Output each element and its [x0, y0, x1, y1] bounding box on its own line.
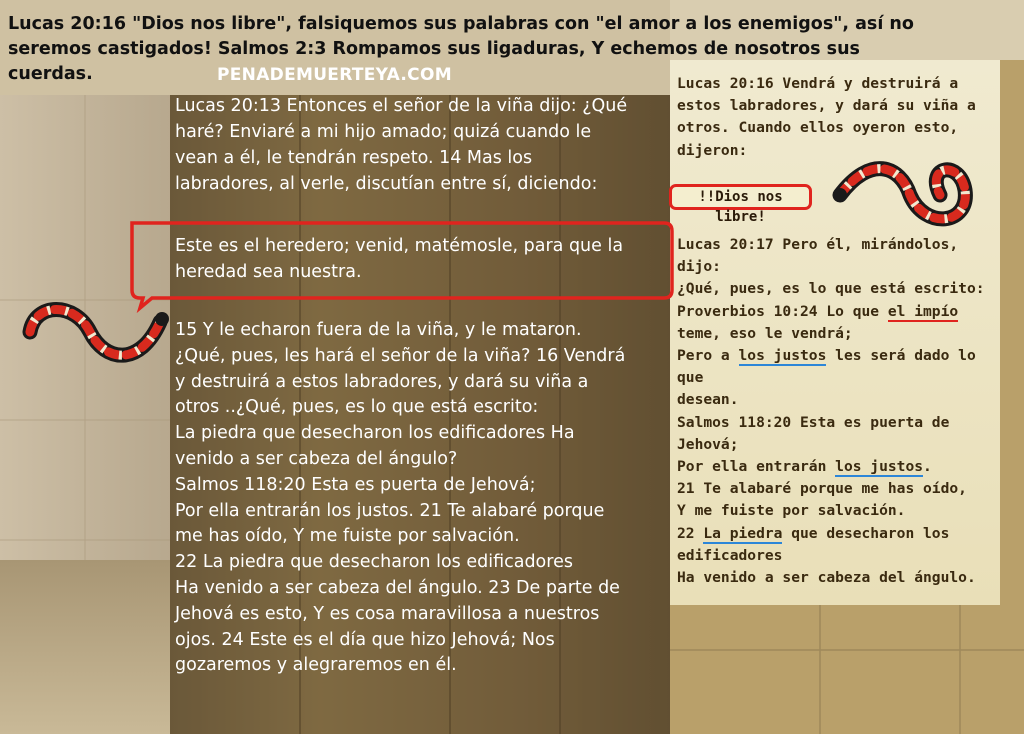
verse-line: heredad sea nuestra.	[175, 262, 362, 282]
center-text-block-1	[175, 93, 670, 197]
scan-text: Proverbios 10:24 Lo que	[677, 302, 888, 320]
header-line: cuerdas.	[8, 64, 93, 84]
right-text-block-2	[677, 234, 1002, 589]
scan-line: edificadores	[677, 546, 783, 564]
highlighted-verse	[175, 233, 670, 285]
verse-line: labradores, al verle, discutían entre sí, diciendo:	[175, 174, 598, 194]
scan-line	[677, 456, 1002, 478]
verse-line: haré? Enviaré a mi hijo amado; quizá cuando le	[175, 122, 592, 142]
verse-line: ojos. 24 Este es el día que hizo Jehová; Nos	[175, 629, 555, 650]
scan-line: 21 Te alabaré porque me has oído,	[677, 480, 967, 498]
right-text-block-1	[677, 73, 1002, 162]
scan-text: 22	[677, 524, 704, 542]
header-line: Lucas 20:16 "Dios nos libre", falsiquemos sus palabras con "el amor a los enemigos", así no	[8, 14, 914, 34]
underlined-phrase: los justos	[835, 458, 924, 476]
header-line: seremos castigados! Salmos 2:3 Rompamos sus ligaduras, Y echemos de nosotros sus	[8, 39, 860, 59]
verse-line: 15 Y le echaron fuera de la viña, y le mataron.	[175, 320, 582, 340]
verse-line: Ha venido a ser cabeza del ángulo. 23 De parte de	[175, 577, 620, 598]
verse-line: me has oído, Y me fuiste por salvación.	[175, 526, 520, 547]
scan-text: Pero a	[677, 347, 739, 365]
center-text-block-3	[175, 318, 670, 679]
scan-line: teme, eso le vendrá;	[677, 324, 853, 342]
verse-line: otros ..¿Qué, pues, es lo que está escrito:	[175, 397, 539, 418]
verse-line: Lucas 20:13 Entonces el señor de la viña dijo: ¿Qué	[175, 96, 628, 116]
verse-line: y destruirá a estos labradores, y dará su viña a	[175, 371, 589, 392]
verse-line: gozaremos y alegraremos en él.	[175, 655, 457, 676]
coral-snake-icon	[20, 292, 180, 382]
dios-nos-libre-badge: !!Dios nos libre!	[669, 184, 812, 210]
verse-line: vean a él, le tendrán respeto. 14 Mas los	[175, 148, 533, 168]
scan-line: otros. Cuando ellos oyeron esto,	[677, 119, 959, 137]
scan-line: Salmos 118:20 Esta es puerta de	[677, 413, 950, 431]
verse-line: La piedra que desecharon los edificadores Ha	[175, 423, 575, 444]
scan-line: Y me fuiste por salvación.	[677, 502, 906, 520]
scan-line	[677, 345, 1002, 389]
underlined-phrase: los justos	[738, 347, 827, 365]
scan-line	[677, 523, 1002, 545]
scan-line: desean.	[677, 391, 739, 409]
verse-line: Jehová es esto, Y es cosa maravillosa a nuestros	[175, 603, 600, 624]
scan-line	[677, 301, 1002, 323]
underlined-phrase: el impío	[887, 302, 959, 320]
verse-line: ¿Qué, pues, les hará el señor de la viña? 16 Vendrá	[175, 345, 626, 366]
verse-line: 22 La piedra que desecharon los edificadores	[175, 552, 573, 573]
scan-line: ¿Qué, pues, es lo que está escrito:	[677, 280, 985, 298]
scan-line: dijeron:	[677, 141, 748, 159]
scan-text: que desecharon los	[782, 524, 950, 542]
site-name: PENADEMUERTEYA.COM	[217, 65, 452, 85]
scan-text: les será dado lo que	[677, 347, 976, 387]
verse-line: Por ella entrarán los justos. 21 Te alabaré porque	[175, 500, 605, 521]
scan-line: Lucas 20:16 Vendrá y destruirá a	[677, 75, 959, 92]
scan-line: estos labradores, y dará su viña a	[677, 97, 976, 115]
scan-text: Por ella entrarán	[677, 458, 836, 476]
scan-line: Jehová;	[677, 435, 739, 453]
scan-line: Ha venido a ser cabeza del ángulo.	[677, 569, 976, 587]
underlined-phrase: La piedra	[703, 524, 783, 542]
scan-line: Lucas 20:17 Pero él, mirándolos, dijo:	[677, 236, 959, 276]
verse-line: Este es el heredero; venid, matémosle, para que la	[175, 236, 624, 256]
scan-text: .	[923, 458, 932, 476]
verse-line: venido a ser cabeza del ángulo?	[175, 448, 458, 469]
verse-line: Salmos 118:20 Esta es puerta de Jehová;	[175, 474, 536, 495]
